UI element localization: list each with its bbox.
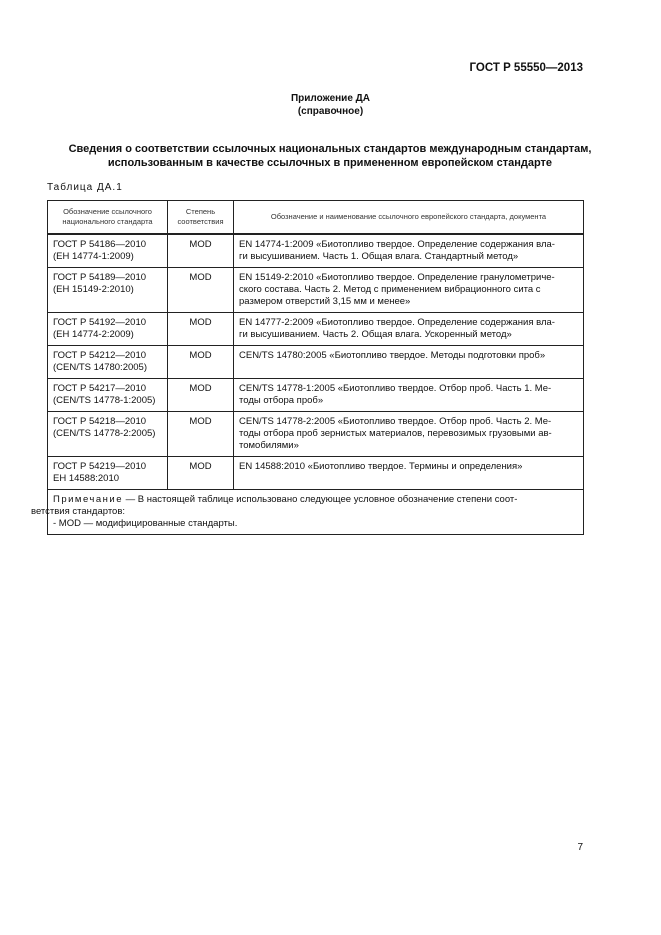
european-line: ского состава. Часть 2. Метод с применением вибрационного сита с <box>239 284 541 295</box>
national-standard-cell <box>48 379 168 412</box>
national-code: ГОСТ Р 54189—2010 <box>53 272 147 283</box>
national-ref: (CEN/TS 14778-2:2005) <box>53 428 156 439</box>
table-row <box>48 457 584 490</box>
european-line: CEN/TS 14778-1:2005 «Биотопливо твердое. Отбор проб. Часть 1. Ме- <box>239 383 552 394</box>
note-label: Примечание <box>53 494 123 505</box>
national-standard-cell <box>48 457 168 490</box>
european-standard-cell <box>234 412 584 457</box>
national-code: ГОСТ Р 54217—2010 <box>53 383 147 394</box>
european-line: размером отверстий 3,15 мм и менее» <box>239 296 411 307</box>
national-ref: (ЕН 14774-2:2009) <box>53 329 134 340</box>
table-note <box>31 490 584 535</box>
european-standard-cell <box>234 379 584 412</box>
national-standard-cell <box>48 234 168 268</box>
header-degree-line2: соответствия <box>177 217 224 226</box>
table-header-row <box>48 201 584 235</box>
main-title <box>40 142 620 170</box>
table-note-row <box>48 490 584 535</box>
header-degree-line1: Степень <box>185 207 216 216</box>
degree-cell: MOD <box>168 234 234 268</box>
european-standard-cell <box>234 346 584 379</box>
header-national-line1: Обозначение ссылочного <box>63 207 152 216</box>
header-degree <box>168 201 234 235</box>
european-standard-cell <box>234 313 584 346</box>
degree-cell: MOD <box>168 457 234 490</box>
national-ref: (ЕН 15149-2:2010) <box>53 284 134 295</box>
national-ref: ЕН 14588:2010 <box>53 473 120 484</box>
european-line: ги высушиванием. Часть 1. Общая влага. Стандартный метод» <box>239 251 519 262</box>
degree-cell: MOD <box>168 268 234 313</box>
european-line: EN 14588:2010 «Биотопливо твердое. Термины и определения» <box>239 461 523 472</box>
degree-cell: MOD <box>168 412 234 457</box>
national-standard-cell <box>48 346 168 379</box>
table-row <box>48 346 584 379</box>
european-line: EN 14774-1:2009 «Биотопливо твердое. Определение содержания вла- <box>239 239 555 250</box>
national-code: ГОСТ Р 54192—2010 <box>53 317 147 328</box>
european-line: CEN/TS 14778-2:2005 «Биотопливо твердое. Отбор проб. Часть 2. Ме- <box>239 416 552 427</box>
table-row <box>48 313 584 346</box>
national-ref: (CEN/TS 14780:2005) <box>53 362 147 373</box>
header-national-line2: национального стандарта <box>62 217 153 226</box>
national-ref: (ЕН 14774-1:2009) <box>53 251 134 262</box>
european-line: ги высушиванием. Часть 2. Общая влага. Ускоренный метод» <box>239 329 512 340</box>
table-row <box>48 412 584 457</box>
table-label: Таблица ДА.1 <box>47 182 123 193</box>
table-row <box>48 234 584 268</box>
degree-cell: MOD <box>168 346 234 379</box>
european-line: CEN/TS 14780:2005 «Биотопливо твердое. Методы подготовки проб» <box>239 350 546 361</box>
table-row <box>48 268 584 313</box>
note-line3: - MOD — модифицированные стандарты. <box>53 518 238 529</box>
european-line: томобилями» <box>239 440 299 451</box>
page-number: 7 <box>577 842 583 853</box>
document-code: ГОСТ Р 55550—2013 <box>469 62 583 74</box>
european-line: тоды отбора проб» <box>239 395 324 406</box>
standards-table <box>31 200 584 535</box>
appendix-title: Приложение ДА <box>290 93 371 104</box>
main-title-line1: Сведения о соответствии ссылочных национальных стандартов международным стандартам, <box>68 143 592 155</box>
appendix-subtitle: (справочное) <box>297 106 364 117</box>
european-standard-cell <box>234 234 584 268</box>
degree-cell: MOD <box>168 313 234 346</box>
national-code: ГОСТ Р 54218—2010 <box>53 416 147 427</box>
national-standard-cell <box>48 313 168 346</box>
national-code: ГОСТ Р 54186—2010 <box>53 239 147 250</box>
european-standard-cell <box>234 457 584 490</box>
european-line: EN 15149-2:2010 «Биотопливо твердое. Определение гранулометриче- <box>239 272 555 283</box>
degree-cell: MOD <box>168 379 234 412</box>
european-line: тоды отбора проб зернистых материалов, перевозимых грузовыми ав- <box>239 428 552 439</box>
national-standard-cell <box>48 268 168 313</box>
header-national-standard <box>48 201 168 235</box>
main-title-line2: использованным в качестве ссылочных в примененном европейском стандарте <box>107 157 553 169</box>
note-text1: — В настоящей таблице использовано следующее условное обозначение степени соот- <box>123 494 518 505</box>
note-line2: ветствия стандартов: <box>31 506 126 517</box>
appendix-heading <box>0 92 661 118</box>
european-standard-cell <box>234 268 584 313</box>
note-line1 <box>53 494 578 506</box>
national-code: ГОСТ Р 54219—2010 <box>53 461 147 472</box>
table-row <box>48 379 584 412</box>
national-code: ГОСТ Р 54212—2010 <box>53 350 147 361</box>
european-line: EN 14777-2:2009 «Биотопливо твердое. Определение содержания вла- <box>239 317 555 328</box>
national-ref: (CEN/TS 14778-1:2005) <box>53 395 156 406</box>
national-standard-cell <box>48 412 168 457</box>
header-european-standard: Обозначение и наименование ссылочного европейского стандарта, документа <box>234 201 584 235</box>
